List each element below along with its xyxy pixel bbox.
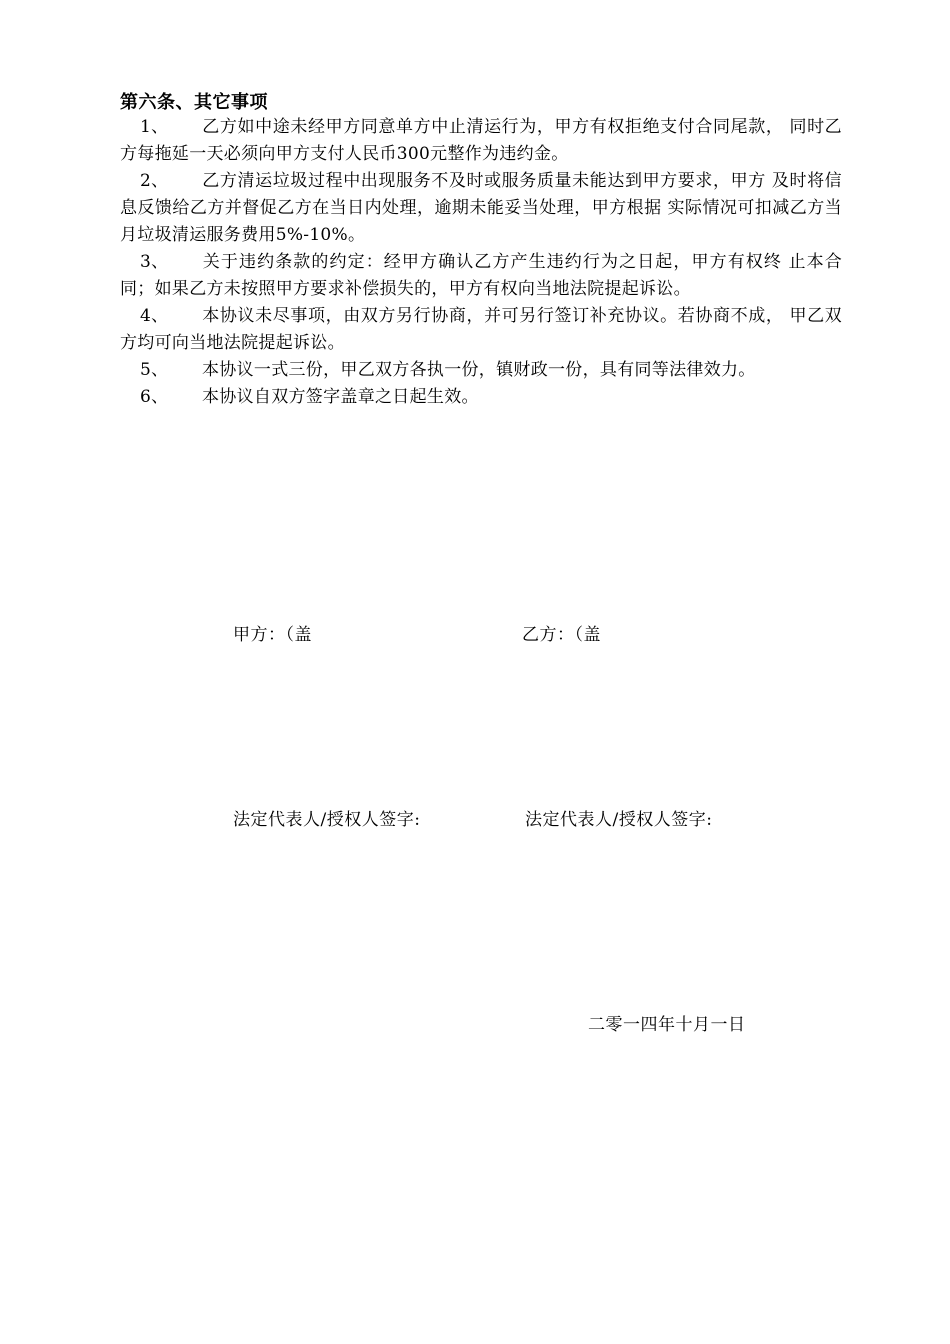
clause-item (120, 303, 842, 357)
party-b-representative-label: 法定代表人/授权人签字: (525, 810, 713, 830)
clause-item (120, 114, 842, 168)
party-a-seal-label: 甲方：（盖 (233, 625, 312, 645)
clause-text: 本协议一式三份，甲乙双方各执一份，镇财政一份，具有同等法律效力。 (202, 360, 756, 380)
clause-item (120, 384, 842, 411)
clause-number: 6、 (140, 387, 169, 407)
clause-list (120, 114, 842, 411)
clause-number: 5、 (140, 360, 169, 380)
clause-text: 乙方清运垃圾过程中出现服务不及时或服务质量未能达到甲方要求，甲方 及时将信息反馈给乙方并督促乙方在当日内处理，逾期未能妥当处理，甲方根据 实际情况可扣减乙方当月垃圾清运服务费用5%-10%。 (120, 171, 842, 245)
clause-text: 关于违约条款的约定：经甲方确认乙方产生违约行为之日起，甲方有权终 止本合同；如果乙方未按照甲方要求补偿损失的，甲方有权向当地法院提起诉讼。 (120, 252, 842, 299)
clause-number: 1、 (140, 117, 169, 137)
clause-text: 本协议自双方签字盖章之日起生效。 (202, 387, 479, 407)
clause-text: 乙方如中途未经甲方同意单方中止清运行为，甲方有权拒绝支付合同尾款， 同时乙方每拖延一天必须向甲方支付人民币300元整作为违约金。 (120, 117, 842, 164)
clause-item (120, 168, 842, 249)
clause-number: 3、 (140, 252, 169, 272)
party-b-seal-label: 乙方：（盖 (522, 625, 601, 645)
clause-item (120, 249, 842, 303)
party-a-representative-label: 法定代表人/授权人签字: (233, 810, 421, 830)
clause-number: 4、 (140, 306, 169, 326)
clause-text: 本协议未尽事项，由双方另行协商，并可另行签订补充协议。若协商不成， 甲乙双方均可向当地法院提起诉讼。 (120, 306, 842, 353)
clause-number: 2、 (140, 171, 169, 191)
section-title: 第六条、其它事项 (120, 92, 268, 113)
signing-date: 二零一四年十月一日 (588, 1015, 746, 1035)
clause-item (120, 357, 842, 384)
